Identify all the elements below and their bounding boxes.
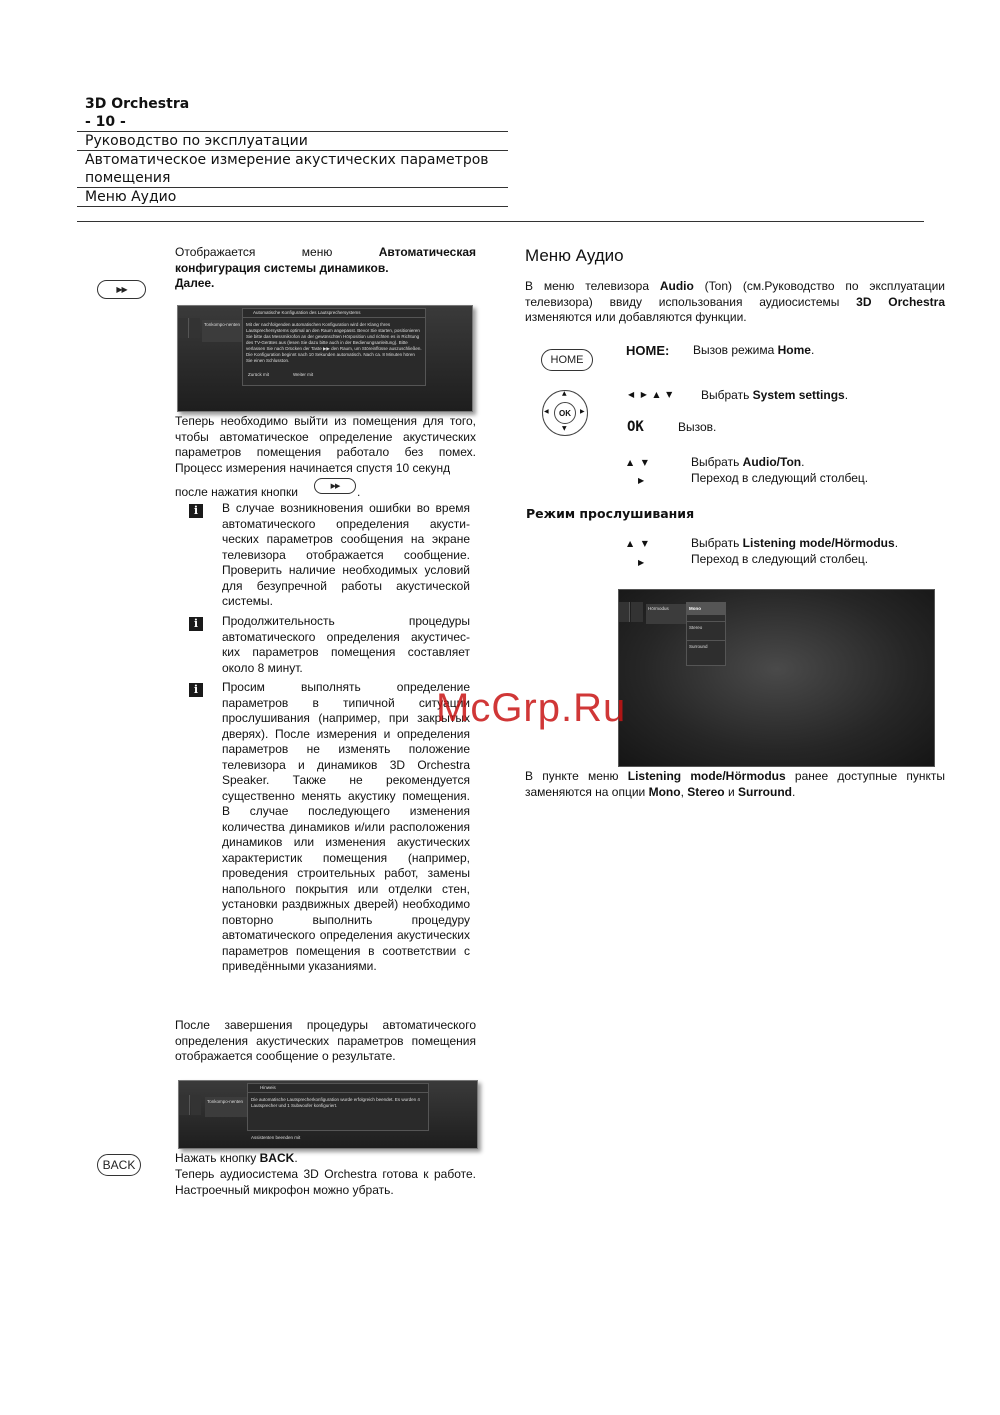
tv-back-hint: Zurück mit [248, 372, 270, 377]
info-icon: i [189, 504, 203, 518]
listening-outro-paragraph [525, 769, 945, 800]
outro-surround: Surround [737, 784, 792, 799]
tv-options-list [686, 602, 726, 666]
outro-and: и [724, 784, 738, 799]
arrow-right-icon: ▶ [638, 558, 645, 567]
outro-comma: , [680, 784, 688, 799]
hoermodus-bold: Hörmodus [834, 536, 895, 550]
back-button-label: BACK [102, 1158, 136, 1172]
arrows-updown-icon: ▲ ▼ [627, 539, 651, 548]
outro-stereo: Stereo [687, 784, 725, 799]
ok-label: OK [627, 419, 644, 435]
tv-screen-notice [178, 1080, 478, 1149]
exit-room-dot: . [357, 485, 361, 499]
select-text: Выбрать [701, 388, 753, 402]
select-text: Выбрать [691, 536, 743, 550]
audio-bold: Audio [742, 455, 777, 469]
inline-ff-button[interactable] [314, 478, 356, 494]
home-bold: Home [777, 343, 811, 357]
tv-gear-icon [619, 602, 630, 622]
press-back-dot: . [294, 1151, 298, 1165]
press-back-text: Нажать кнопку [175, 1151, 260, 1165]
intro-bold: Автоматическая конфигурация системы динамиков. [175, 245, 476, 275]
brand-title: 3D Orchestra [85, 96, 190, 112]
intro-text: Отображается меню [175, 245, 379, 259]
home-button[interactable] [541, 349, 593, 371]
info-note-conditions: Просим выполнять определение параметров в типичной ситуации прослушивания (например, при закрытых дверях). После измерения и определения параметров не изменять положение телевизора и динамиков 3D Orchestra Speaker. Также не рекомендуется существенно менять акустику помещения. В случае последующего изменения количества динамиков и/или расположения динамиков или изменения акустических характеристик помещения (например, проведения строительных работ, замены напольного покрытия или отделки стен, установки раздвижных дверей) необходимо повторно выполнить процедуру автоматического определения акустических параметров помещения в соответствии с приведёнными указаниями. [222, 680, 470, 973]
fast-forward-icon: ▶▶ [116, 285, 127, 294]
nav-right-icon: ▶ [580, 408, 585, 415]
tv-dialog-header: Automatische Konfiguration des Lautsprechersystems [243, 309, 425, 318]
outro-part: ранее доступные пункты заменяются на опции [525, 769, 946, 799]
section-title: Автоматическое измерение акустических параметров помещения [77, 151, 508, 188]
intro-part: изменяются или добавляются функции. [525, 310, 747, 324]
ok-ring-label: OK [559, 408, 571, 418]
nav-up-icon: ▲ [562, 390, 567, 397]
manual-title: Руководство по эксплуатации [77, 132, 508, 151]
home-label: HOME: [626, 343, 670, 358]
audio-menu-title: Меню Аудио [525, 246, 624, 265]
home-dot: . [810, 343, 815, 357]
select-text: Выбрать [691, 455, 743, 469]
slash: / [831, 536, 835, 550]
outro-part: В пункте меню [525, 769, 628, 783]
tv-menu-item: Tonkompo-nenten [205, 1097, 247, 1117]
outro-hm: Hörmodus [725, 769, 786, 783]
next-column-text: Переход в следующий столбец. [691, 471, 869, 485]
tv-gear-icon [179, 1095, 190, 1115]
tv-notice-body: Die automatische Lautsprecherkonfiguration wurde erfolgreich beendet. Es wurden 4 Lautsprecher und 1 Subwoofer konfiguriert. [251, 1097, 420, 1108]
fast-forward-button[interactable] [97, 280, 146, 299]
info-note-error: В случае возникновения ошибки во время автоматического определения акусти-ческих параметров сообщения на экране телевизора отображается сообщение. Проверить наличие необходимых условий для безупречной работы акустической системы. [222, 501, 470, 608]
system-settings-bold: System settings [752, 388, 845, 402]
intro-part: В меню телевизора [525, 279, 660, 293]
press-back-bold: BACK [259, 1151, 295, 1165]
exit-room-end: после нажатия кнопки [175, 485, 298, 499]
subsection-title: Меню Аудио [77, 188, 508, 207]
tv-gear-icon [178, 318, 189, 338]
outro-mono: Mono [648, 784, 681, 799]
slash: / [776, 455, 781, 469]
ok-button[interactable] [554, 402, 576, 424]
tv-option-mono: Mono [687, 603, 725, 615]
exit-room-text: Теперь необходимо выйти из помещения для того, чтобы автоматическое определение акустических параметров помещения работало без помех. Процесс измерения начинается спустя 10 секунд [175, 414, 476, 475]
outro-dot: . [791, 784, 796, 799]
select-audio-ton [691, 455, 804, 471]
exit-room-paragraph [175, 414, 476, 476]
select-listening-mode [691, 536, 898, 552]
listening-mode-title: Режим прослушивания [526, 506, 695, 521]
watermark: McGrp.Ru [436, 686, 627, 730]
outro-lm: Listening mode [627, 769, 723, 783]
select-dot: . [844, 388, 849, 402]
tv-option-surround: Surround [687, 640, 725, 653]
tv-notice-header: Hinweis [248, 1084, 428, 1093]
arrows-all-icon: ◀ ▶ ▲ ▼ [628, 390, 675, 399]
tv-finish-hint: Assistenten beenden mit [251, 1135, 301, 1140]
tv-screen-listening-mode [618, 589, 935, 767]
tv-column [191, 1095, 201, 1115]
step-dot: . [801, 455, 805, 469]
ok-description: Вызов. [678, 420, 717, 434]
page-header [77, 95, 508, 207]
tv-menu-item: Hörmodus [646, 604, 686, 624]
nav-down-icon: ▼ [562, 425, 567, 432]
select-system-settings [701, 388, 848, 404]
intro-part: (Ton) (см.Руководство по эксплуатации телевизора) ввиду использования аудиосистемы [525, 279, 945, 309]
info-icon: i [189, 683, 203, 697]
intro-paragraph [175, 245, 476, 292]
audio-intro-paragraph [525, 279, 945, 326]
tv-notice-dialog [247, 1083, 429, 1131]
home-description [693, 343, 814, 359]
listening-mode-bold: Listening mode [742, 536, 832, 550]
navigation-ring[interactable] [542, 390, 588, 436]
info-icon: i [189, 617, 203, 631]
intro-brand: 3D Orchestra [856, 294, 945, 309]
ready-paragraph: Теперь аудиосистема 3D Orchestra готова к работе. Настроечный микрофон можно убрать. [175, 1167, 476, 1197]
back-button[interactable] [97, 1154, 141, 1176]
tv-column [190, 318, 200, 338]
intro-audio: Audio [659, 279, 694, 293]
tv-option-stereo: Stereo [687, 621, 725, 634]
tv-column [631, 602, 643, 622]
page-number: - 10 - [77, 113, 508, 132]
tv-dialog-body: Mit der nachfolgenden automatischen Konfiguration wird der Klang Ihres Lautsprechersystems optimal an den Raum angepasst. Bevor Sie starten, positionieren Sie bitte das Messmikrofon an der gewünschten Hörposition und richten es in Richtung des TV-Gerätes aus (lesen Sie dazu bitte auch in der Bedienungsanleitung). Bitte verlassen Sie nach Drücken der Taste ▶▶ den Raum, um Störeinflüsse auszuschließen. Die Konfiguration beginnt nach 10 Sekunden automatisch. Nach ca. 8 Minuten hören Sie einen Schlusston. [246, 322, 422, 363]
ton-bold: Ton [780, 455, 802, 469]
info-note-duration: Продолжительность процедуры автоматического определения акустичес-ких параметров помещения составляет около 8 минут. [222, 614, 470, 675]
completion-paragraph: После завершения процедуры автоматического определения акустических параметров помещения отображается сообщение о результате. [175, 1018, 476, 1063]
next-column-text: Переход в следующий столбец. [691, 552, 869, 566]
tv-next-hint: Weiter mit [293, 372, 314, 377]
tv-dialog [242, 308, 426, 386]
outro-slash: / [722, 769, 726, 783]
tv-screen-autoconfig [177, 305, 473, 412]
nav-left-icon: ◀ [544, 408, 549, 415]
home-button-label: HOME [550, 354, 584, 366]
arrows-updown-icon: ▲ ▼ [627, 458, 651, 467]
intro-next: Далее. [175, 276, 215, 290]
step-dot: . [894, 536, 899, 550]
home-text: Вызов режима [693, 343, 778, 357]
press-back-line [175, 1151, 476, 1167]
header-divider [77, 221, 924, 222]
inline-ff-icon: ▶▶ [330, 483, 340, 490]
arrow-right-icon: ▶ [638, 476, 645, 485]
tv-menu-item: Tonkompo-nenten [202, 320, 244, 342]
